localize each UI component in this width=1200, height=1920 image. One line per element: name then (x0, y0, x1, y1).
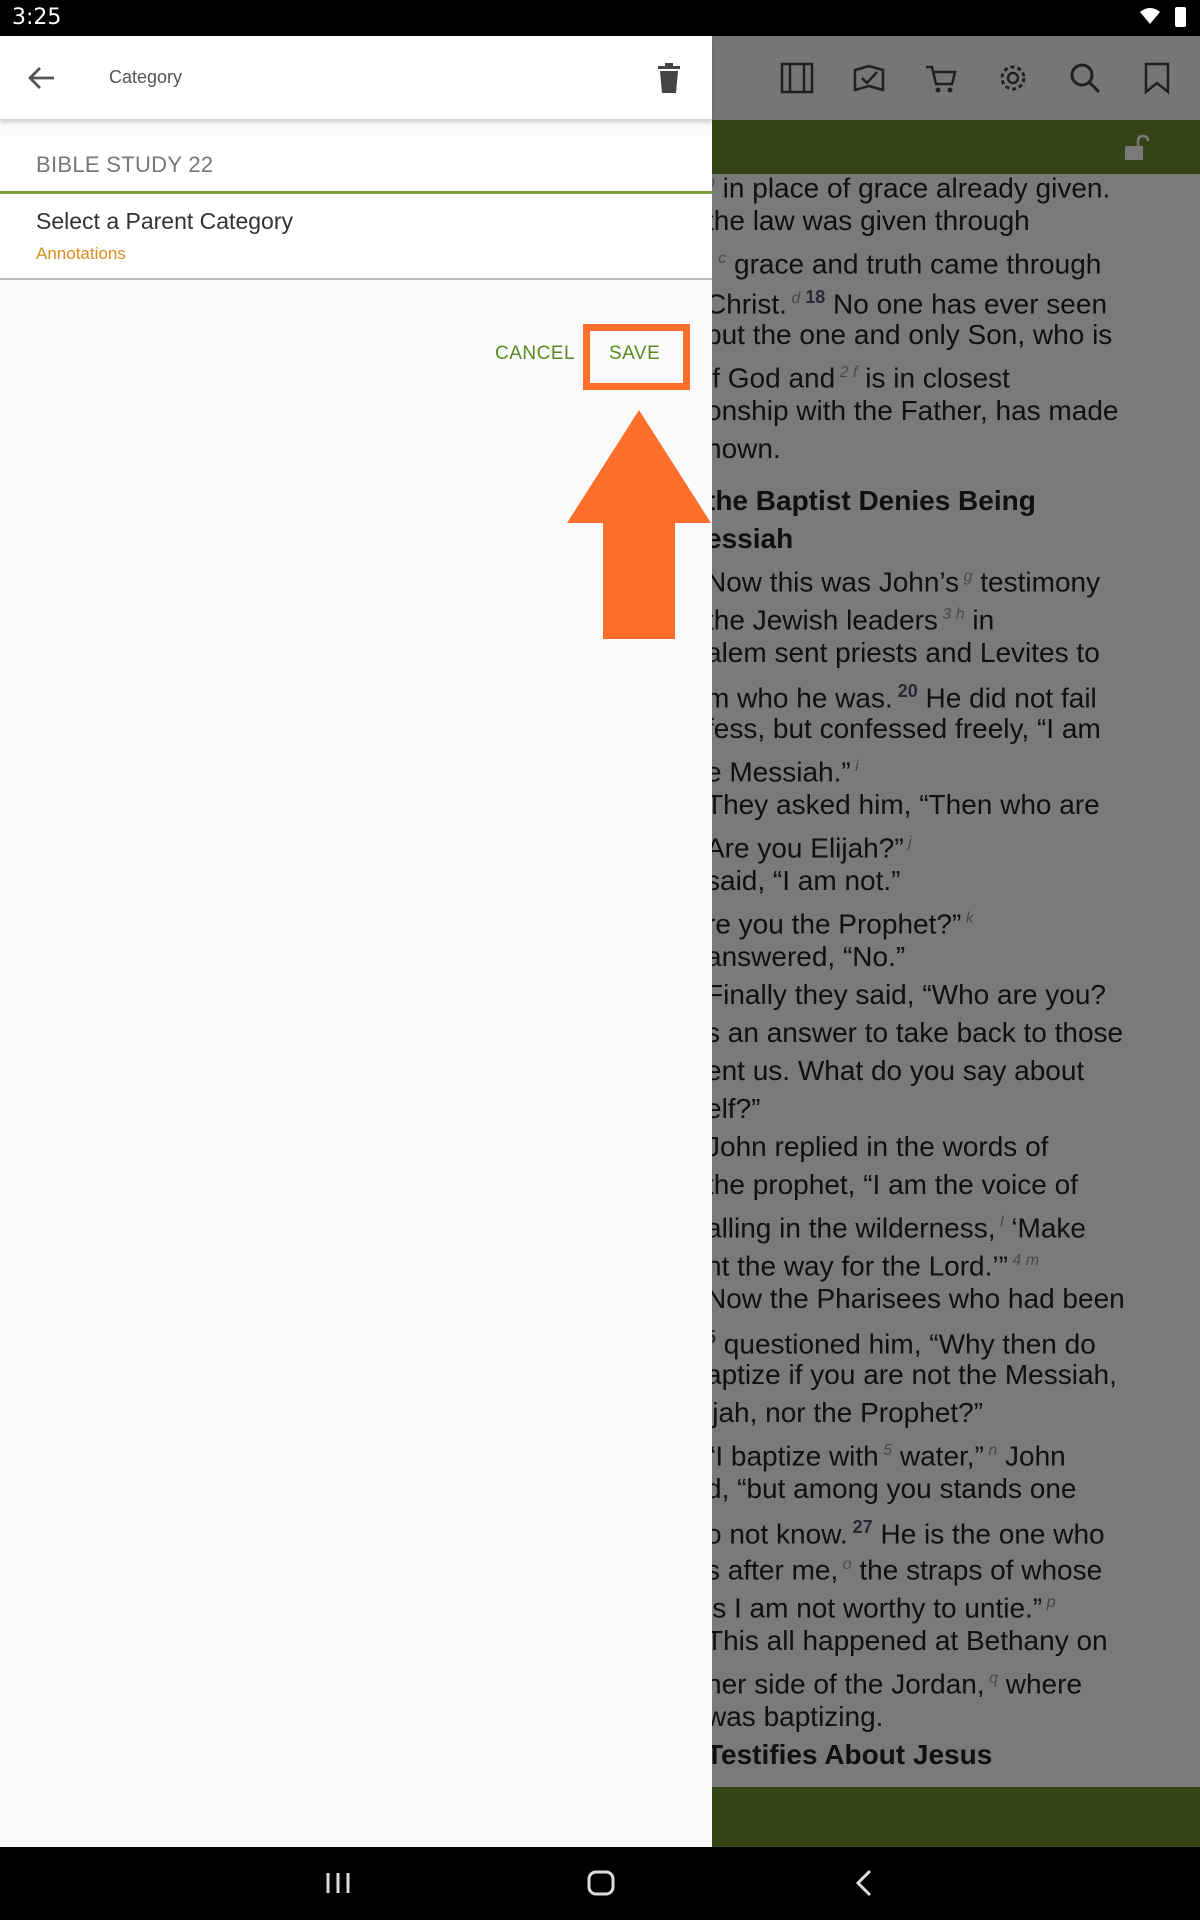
category-name-field[interactable] (0, 136, 712, 194)
parent-category-selector[interactable] (0, 194, 712, 280)
category-drawer (0, 36, 712, 1847)
status-time: 3:25 (12, 5, 62, 30)
save-highlight-box (583, 324, 690, 390)
up-arrow-icon (567, 410, 711, 640)
parent-category-label: Select a Parent Category (36, 208, 293, 234)
parent-category-value: Annotations (36, 244, 126, 263)
back-icon[interactable] (852, 1867, 876, 1899)
category-name-value[interactable]: BIBLE STUDY 22 (36, 152, 214, 177)
trash-icon[interactable] (656, 62, 682, 94)
save-button[interactable]: SAVE (609, 343, 661, 364)
drawer-app-bar (0, 36, 712, 119)
battery-icon (1175, 7, 1186, 27)
back-arrow-icon[interactable] (26, 62, 58, 94)
system-nav-bar (0, 1847, 1200, 1920)
recents-icon[interactable] (324, 1867, 352, 1899)
drawer-title: Category (109, 67, 183, 87)
home-icon[interactable] (586, 1867, 616, 1899)
status-bar (0, 0, 1200, 36)
wifi-icon (1138, 6, 1162, 26)
cancel-button[interactable]: CANCEL (495, 343, 576, 364)
